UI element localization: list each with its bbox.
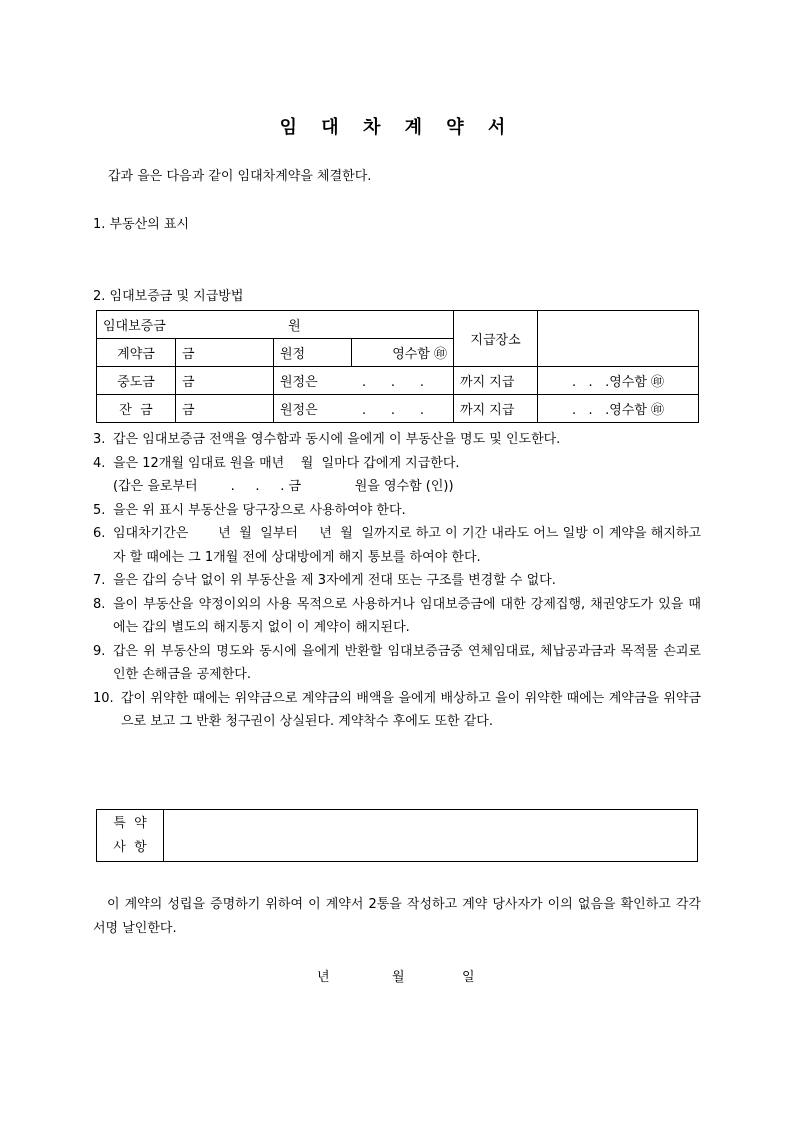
- closing-statement: 이 계약의 성립을 증명하기 위하여 이 계약서 2통을 작성하고 계약 당사자가 이의 없음을 확인하고 각각 서명 날인한다.: [93, 897, 701, 936]
- balance-label: 잔 금: [97, 395, 176, 423]
- middle-amount-cell: [274, 367, 454, 395]
- deposit-label: 임대보증금: [103, 319, 166, 334]
- contract-deposit-label: 계약금: [97, 339, 176, 367]
- contract-geum: 금: [176, 339, 274, 367]
- balance-receipt: . . .영수함 ㊞: [538, 395, 699, 423]
- middle-amount: 원정은: [280, 375, 318, 390]
- intro-text: 갑과 을은 다음과 같이 임대차계약을 체결한다.: [108, 169, 372, 184]
- balance-geum: 금: [176, 395, 274, 423]
- middle-receipt: . . .영수함 ㊞: [538, 367, 699, 395]
- balance-amount-cell: [274, 395, 454, 423]
- clause-6: 6. 임대차기간은 년 월 일부터 년 월 일까지로 하고 이 기간 내라도 어느 일방 이 계약을 해지하고자 할 때에는 그 1개월 전에 상대방에게 해지 통보를 하여야 한다.: [93, 526, 701, 565]
- balance-date: . . .: [361, 403, 424, 418]
- clause-7: 7. 을은 갑의 승낙 없이 위 부동산을 제 3자에게 전대 또는 구조를 변경할 수 없다.: [93, 573, 556, 588]
- contract-receipt: 영수함 ㊞: [352, 339, 454, 367]
- payment-place-label: 지급장소: [454, 311, 538, 367]
- deposit-cell: [97, 311, 454, 339]
- clause-8: 8. 을이 부동산을 약정이외의 사용 목적으로 사용하거나 임대보증금에 대한 강제집행, 채권양도가 있을 때에는 갑의 별도의 해지통지 없이 이 계약이 해지된다.: [93, 596, 701, 635]
- date-year: 년: [317, 970, 330, 985]
- special-terms-content: [164, 810, 698, 862]
- special-terms-box: [96, 809, 698, 862]
- clause-5: 5. 을은 위 표시 부동산을 당구장으로 사용하여야 한다.: [93, 502, 406, 518]
- balance-until: 까지 지급: [454, 395, 538, 423]
- clause-list: [93, 428, 701, 734]
- middle-payment-label: 중도금: [97, 367, 176, 395]
- clause-4: 4. 을은 12개월 임대료 원을 매년 월 일마다 갑에게 지급한다.: [93, 455, 460, 471]
- payment-place-value: [538, 311, 699, 367]
- date-month: 월: [392, 970, 405, 985]
- special-terms-label: 특 약 사 항: [97, 810, 164, 862]
- middle-date: . . .: [361, 375, 424, 390]
- balance-amount: 원정은: [280, 403, 318, 418]
- clause-4-receipt: (갑은 을로부터 . . . 금 원을 영수함 (인)): [113, 479, 454, 494]
- section-deposit-heading: 2. 임대보증금 및 지급방법: [93, 289, 244, 304]
- date-day: 일: [462, 970, 475, 985]
- contract-amount: 원정: [274, 339, 352, 367]
- document-title: 임 대 차 계 약 서: [279, 117, 515, 138]
- middle-geum: 금: [176, 367, 274, 395]
- clause-3: 3. 갑은 임대보증금 전액을 영수함과 동시에 을에게 이 부동산을 명도 및 인도한다.: [93, 432, 561, 447]
- clause-10: 10. 갑이 위약한 때에는 위약금으로 계약금의 배액을 을에게 배상하고 을이 위약한 때에는 계약금을 위약금으로 보고 그 반환 청구권이 상실된다. 계약착수 후에도 또한 같다.: [93, 690, 701, 729]
- payment-table: [96, 310, 699, 423]
- deposit-won: 원: [288, 319, 301, 334]
- section-property-heading: 1. 부동산의 표시: [93, 217, 190, 232]
- middle-until: 까지 지급: [454, 367, 538, 395]
- clause-9: 9. 갑은 위 부동산의 명도와 동시에 을에게 반환할 임대보증금중 연체임대료, 체납공과금과 목적물 손괴로 인한 손해금을 공제한다.: [93, 643, 701, 682]
